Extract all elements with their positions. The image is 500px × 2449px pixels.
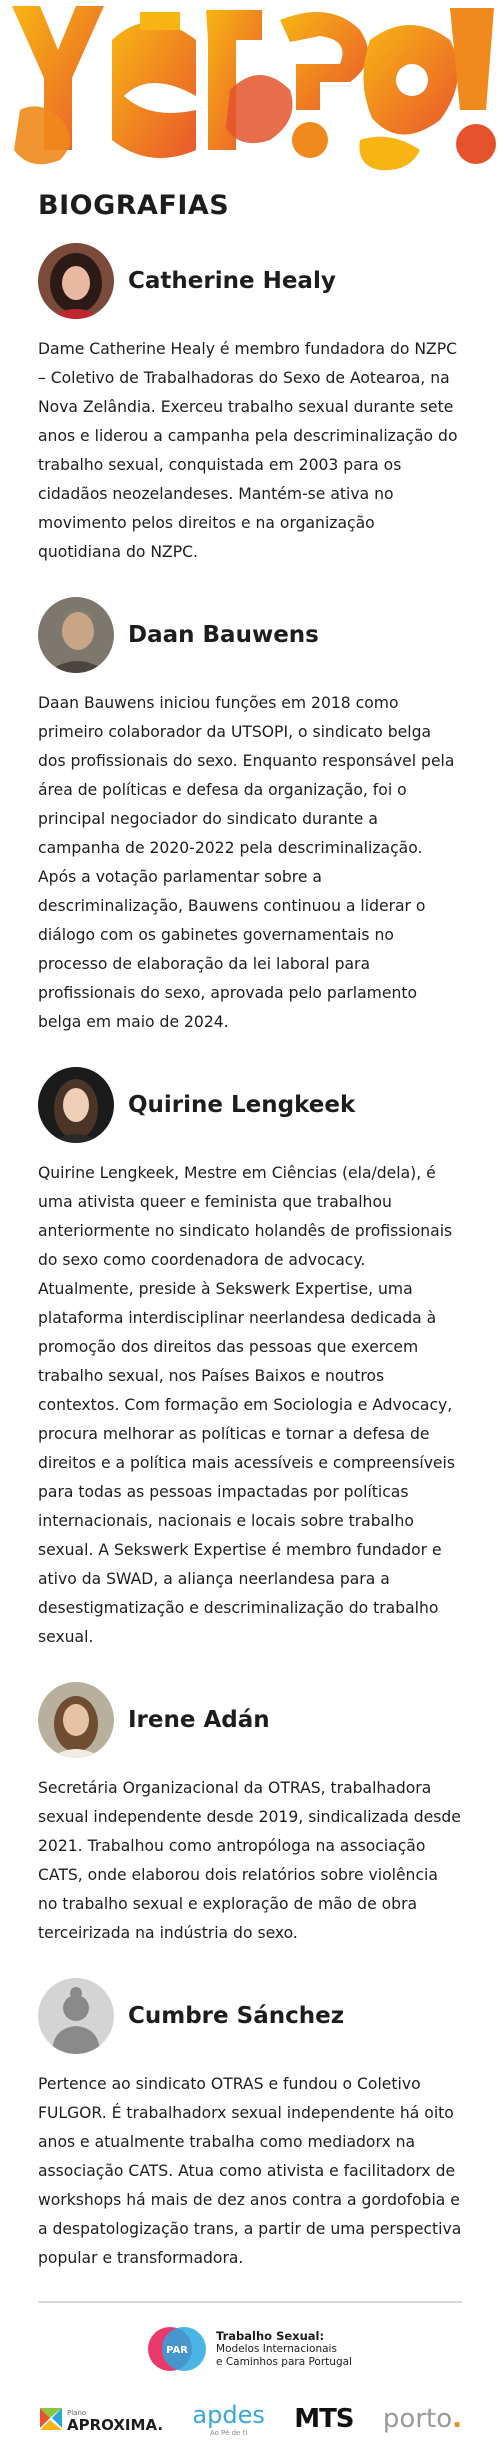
porto-name: porto (382, 2404, 453, 2434)
avatar (38, 1682, 114, 1758)
person-name: Catherine Healy (128, 268, 336, 294)
porto-mark: . (452, 2404, 462, 2434)
brand-line-3: e Caminhos para Portugal (216, 2355, 352, 2368)
bio-text: Daan Bauwens iniciou funções em 2018 como primeiro colaborador da UTSOPI, o sindicato belga dos profissionais do sexo. Enquanto responsável pela área de políticas e defesa da organização, foi o principal negociador do sindicato durante a campanha de 2020-2022 pela descriminalização. Após a votação parlamentar sobre a descriminalização, Bauwens continuou a liderar o diálogo com os gabinetes governamentais no processo de elaboração da lei laboral para profissionais do sexo, aprovada pelo parlamento belga em maio de 2024. (38, 694, 455, 1031)
footer-brand (38, 2317, 462, 2381)
content (0, 190, 500, 2449)
bio-header (38, 1680, 462, 1760)
brand-line-1: Trabalho Sexual: (216, 2328, 325, 2343)
aproxima-small: Plano (67, 2409, 87, 2417)
bio-header (38, 1976, 462, 2056)
brand-line-2: Modelos Internacionais (216, 2342, 337, 2355)
partner-apdes (192, 2399, 264, 2439)
par-logo-icon (148, 2324, 208, 2374)
avatar (38, 1067, 114, 1143)
banner-graphic (0, 0, 500, 176)
person-name: Daan Bauwens (128, 622, 319, 648)
person-name: Quirine Lengkeek (128, 1092, 356, 1118)
par-logo-text: PAR (166, 2345, 188, 2356)
bio-daan-bauwens (38, 595, 462, 1037)
bio-text: Dame Catherine Healy é membro fundadora do NZPC – Coletivo de Trabalhadoras do Sexo de Aotearoa, na Nova Zelândia. Exerceu trabalho sexual durante sete anos e liderou a campanha pela descriminalização do trabalho sexual, conquistada em 2003 para os cidadãos neozelandeses. Mantém-se ativa no movimento pelos direitos e na organização quotidiana do NZPC. (38, 340, 458, 561)
aproxima-name: APROXIMA. (67, 2416, 164, 2434)
page-title: BIOGRAFIAS (38, 190, 230, 221)
footer-divider (38, 2301, 462, 2303)
partner-mts (294, 2399, 353, 2439)
partner-aproxima (38, 2399, 163, 2439)
person-silhouette-icon (38, 1978, 114, 2054)
avatar (38, 1978, 114, 2054)
bio-text: Secretária Organizacional da OTRAS, trabalhadora sexual independente desde 2019, sindicalizada desde 2021. Trabalhou como antropóloga na associação CATS, onde elaborou dois relatórios sobre violência no trabalho sexual e exploração de mão de obra terceirizada na indústria do sexo. (38, 1779, 461, 1942)
partner-logos (38, 2389, 462, 2449)
header-banner (0, 0, 500, 176)
bio-header (38, 241, 462, 321)
bio-header (38, 1065, 462, 1145)
person-name: Irene Adán (128, 1707, 270, 1733)
bio-text: Quirine Lengkeek, Mestre em Ciências (ela/dela), é uma ativista queer e feminista que trabalhou anteriormente no sindicato holandês de profissionais do sexo como coordenadora de advocacy. Atualmente, preside à Sekswerk Expertise, uma plataforma interdisciplinar neerlandesa dedicada à promoção dos direitos das pessoas que exercem trabalho sexual, nos Países Baixos e noutros contextos. Com formação em Sociologia e Advocacy, procura melhorar as políticas e tornar a defesa de direitos e a política mais acessíveis e compreensíveis para todas as pessoas impactadas por políticas internacionais, nacionais e locais sobre trabalho sexual. A Sekswerk Expertise é membro fundador e ativo da SWAD, a aliança neerlandesa para a desestigmatização e descriminalização do trabalho sexual. (38, 1164, 455, 1646)
apdes-tagline: Ao Pé de ti (209, 2429, 248, 2437)
avatar (38, 597, 114, 673)
bio-catherine-healy (38, 241, 462, 567)
avatar (38, 243, 114, 319)
bio-irene-adan (38, 1680, 462, 1948)
person-name: Cumbre Sánchez (128, 2003, 345, 2029)
partner-porto (383, 2399, 462, 2439)
person-photo (38, 597, 114, 673)
apdes-name: apdes (192, 2401, 265, 2429)
bio-quirine-lengkeek (38, 1065, 462, 1652)
mts-name: MTS (294, 2404, 354, 2434)
person-photo (38, 1067, 114, 1143)
bio-header (38, 595, 462, 675)
bio-text: Pertence ao sindicato OTRAS e fundou o Coletivo FULGOR. É trabalhadorx sexual independente há oito anos e atualmente trabalha como mediadorx na associação CATS. Atua como ativista e facilitadorx de workshops há mais de dez anos contra a gordofobia e a despatologização trans, a partir de uma perspectiva popular e transformadora. (38, 2075, 462, 2267)
person-photo (38, 243, 114, 319)
person-photo (38, 1682, 114, 1758)
aproxima-x-icon (38, 2406, 64, 2432)
bio-cumbre-sanchez (38, 1976, 462, 2273)
brand-text (216, 2330, 352, 2369)
